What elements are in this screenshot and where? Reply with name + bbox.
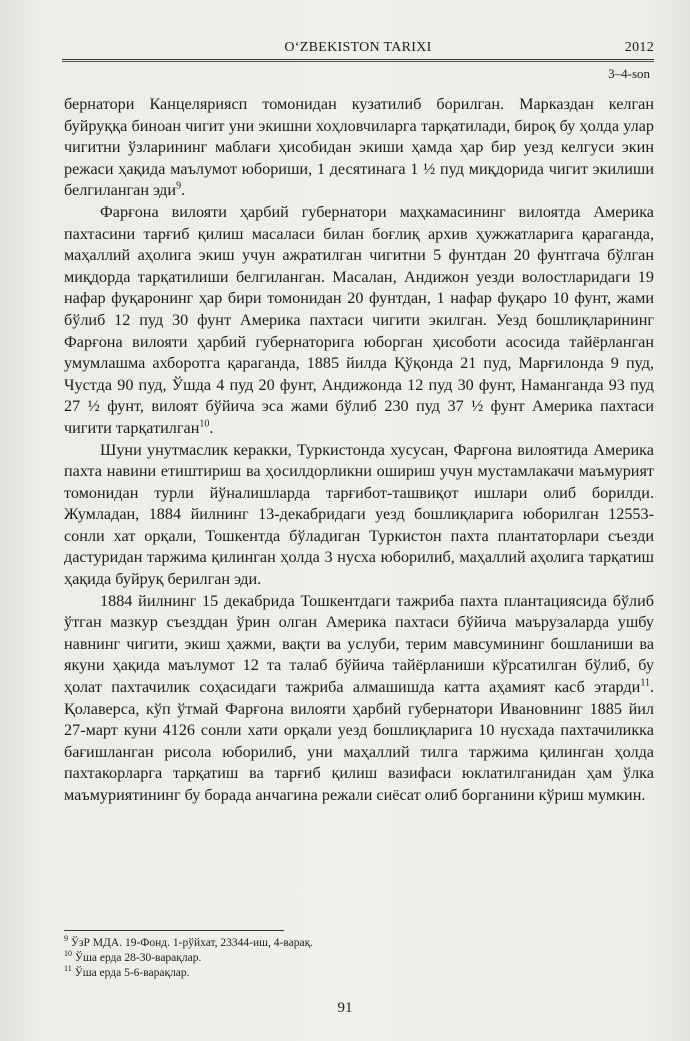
journal-title: O‘ZBEKISTON TARIXI bbox=[284, 40, 432, 55]
footnote-ref-9: 9 bbox=[176, 180, 182, 192]
paragraph-1: бернатори Канцеляриясп томонидан кузатилиб борилган. Марказдан келган буйруққа биноан чигит уни экишни хоҳловчиларга тарқатилади, бироқ бу ҳолда улар чигитни ўзларининг маблағи ҳисобидан экиши ҳамда ҳар бир уезд келгуси экин режаси ҳақида маълумот юбориши, 1 десятинага 1 ½ пуд миқдорида чигит экилиши белгиланган эди$^9$. bbox=[64, 95, 654, 200]
footnote: $^9$ ЎзР МДА. 19-Фонд. 1-рўйхат, 23344-иш, 4-варақ. bbox=[64, 934, 314, 949]
running-header bbox=[62, 38, 654, 60]
footnote-ref-10: 10 bbox=[199, 418, 210, 430]
issue-number: 3–4-son bbox=[608, 66, 650, 81]
journal-year: 2012 bbox=[624, 40, 654, 55]
paragraph-4: 1884 йилнинг 15 декабрида Тошкентдаги тажриба пахта плантациясида бўлиб ўтган мазкур съезддан ўрин олган Америка пахтаси бўйича маърузаларда ушбу навнинг чигити, экиш ҳажми, вақти ва услуби, терим мавсумининг бошланиши ва якуни ҳақида маълумот 12 та талаб бўйича тайёрланиши кўрсатилган бўлиб, бу ҳолат пахтачилик соҳасидаги тажриба алмашишда катта аҳамият касб этарди$^{11}$. Қолаверса, кўп ўтмай Фарғона вилояти ҳарбий губернатори Ивановнинг 1885 йил 27-март куни 4126 сонли хати орқали уезд бошлиқларига 10 нусхада пахтачиликка бағишланган рисола юборилиб, уни маҳаллий тилга таржима қилинган ҳолда пахтакорларга тарқатиш ва тарғиб қилиш вазифаси юклатилганидан ҳам ўлка маъмуриятининг бу борада анчагина режали сиёсат олиб борганини кўриш мумкин. bbox=[64, 591, 654, 804]
paragraph-2: Фарғона вилояти ҳарбий губернатори маҳкамасининг вилоятда Америка пахтасини тарғиб қилиш масаласи билан боғлиқ архив ҳужжатларига қараганда, маҳаллий аҳолига экиш учун ажратилган чигитни 5 фунтдан 20 фунтгача бўлган миқдорда тарқатилиши белгиланган. Масалан, Андижон уезди волостларидаги 19 нафар фуқаронинг ҳар бири томонидан 20 фунтдан, 1 нафар фуқаро 10 фунт, жами бўлиб 12 пуд 30 фунт Америка пахтаси чигити экилган. Уезд бошлиқларининг Фарғона вилояти ҳарбий губернаторига юборган ҳисоботи асосида тайёрланган умумлашма ахборотга қараганда, 1885 йилда Қўқонда 21 пуд, Марғилонда 9 пуд, Чустда 90 пуд, Ўшда 4 пуд 20 фунт, Андижонда 12 пуд 30 фунт, Наманганда 93 пуд 27 ½ фунт, вилоят бўйича эса жами бўлиб 230 пуд 37 ½ фунт Америка пахтаси чигити тарқатилган$^{10}$. bbox=[64, 202, 654, 437]
footnote-rule bbox=[64, 930, 284, 931]
header-rule bbox=[62, 59, 654, 62]
page-number: 91 bbox=[337, 1000, 353, 1016]
footnotes bbox=[64, 936, 624, 981]
footnote-ref-11: 11 bbox=[640, 677, 650, 689]
footnote: $^{10}$ Ўша ерда 28-30-варақлар. bbox=[64, 949, 202, 964]
paragraph-3: Шуни унутмаслик керакки, Туркистонда хусусан, Фарғона вилоятида Америка пахта навини етиштириш ва ҳосилдорликни ошириш учун мустамлакачи маъмурият томонидан турли йўналишларда тарғибот-ташвиқот ишлари олиб борилди. Жумладан, 1884 йилнинг 13-декабридаги уезд бошлиқларига юборилган 12553-сонли хат орқали, Тошкентда бўладиган Туркистон пахта плантаторлари съезди дастуридан таржима қилинган ҳолда 3 нусха юборилиб, маҳаллий аҳолига тарқатиш ҳақида буйруқ берилган эди. bbox=[64, 440, 654, 589]
article-body bbox=[64, 94, 654, 807]
footnote: $^{11}$ Ўша ерда 5-6-варақлар. bbox=[64, 964, 190, 979]
